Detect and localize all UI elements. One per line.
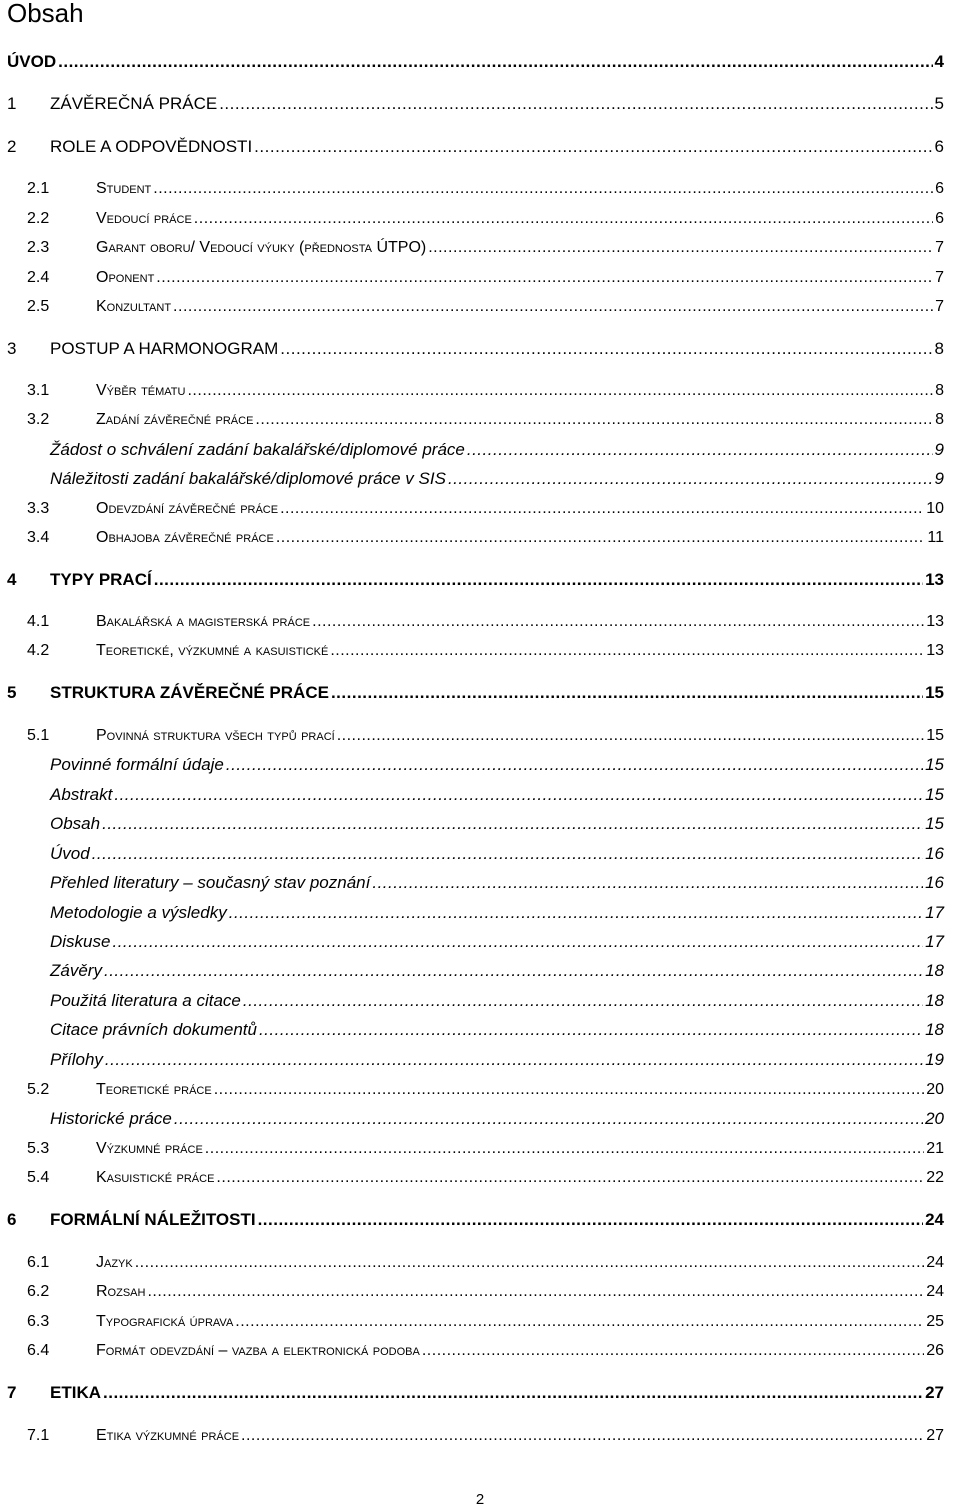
toc-entry-line xyxy=(96,265,944,291)
toc-entry-number: 6.3 xyxy=(27,1313,50,1330)
toc-entry-title[interactable]: Výběr tématu xyxy=(96,382,186,399)
toc-entry-line xyxy=(50,437,944,463)
toc-entry-page: 6 xyxy=(935,180,944,197)
toc-entry[interactable] xyxy=(0,496,960,522)
toc-entry-title[interactable]: STRUKTURA ZÁVĚREČNÉ PRÁCE xyxy=(50,683,329,702)
toc-entry[interactable] xyxy=(0,525,960,551)
toc-entry-line xyxy=(96,294,944,320)
dot-leader xyxy=(235,1309,924,1335)
toc-entry-line xyxy=(50,752,944,778)
toc-entry-number: 7 xyxy=(7,1383,17,1402)
toc-entry-page: 24 xyxy=(925,1210,944,1229)
toc-entry-title[interactable]: Vedoucí práce xyxy=(96,210,192,227)
toc-entry-line xyxy=(50,1380,944,1406)
toc-entry-title[interactable]: Citace právních dokumentů xyxy=(50,1020,257,1039)
toc-entry-title[interactable]: Student xyxy=(96,180,152,197)
toc-entry-title[interactable]: Přehled literatury – současný stav poznání xyxy=(50,873,371,892)
toc-entry-line xyxy=(50,1207,944,1233)
toc-entry-number: 6.2 xyxy=(27,1283,50,1300)
toc-entry-title[interactable]: Rozsah xyxy=(96,1283,146,1300)
toc-entry-line xyxy=(96,1309,944,1335)
toc-entry[interactable] xyxy=(0,1338,960,1364)
toc-entry-page: 24 xyxy=(926,1283,944,1300)
toc-entry-line xyxy=(50,134,944,160)
toc-entry-number: 2.4 xyxy=(27,269,50,286)
toc-entry[interactable] xyxy=(0,1017,960,1043)
toc-entry-number: 5.1 xyxy=(27,727,50,744)
toc-entry-line xyxy=(96,525,944,551)
toc-entry-line xyxy=(96,407,944,433)
toc-entry-line xyxy=(96,1250,944,1276)
toc-entry-title[interactable]: Náležitosti zadání bakalářské/diplomové práce v SIS xyxy=(50,469,446,488)
dot-leader xyxy=(135,1250,924,1276)
toc-entry-number: 4.1 xyxy=(27,613,50,630)
toc-entry-number: 2.1 xyxy=(27,180,50,197)
toc-entry-page: 19 xyxy=(925,1050,944,1069)
toc-entry-line xyxy=(96,1165,944,1191)
toc-entry-page: 20 xyxy=(925,1109,944,1128)
toc-entry-number: 4.2 xyxy=(27,642,50,659)
dot-leader xyxy=(241,1423,924,1449)
toc-entry-line xyxy=(50,336,944,362)
toc-entry-page: 8 xyxy=(935,411,944,428)
toc-entry-page: 24 xyxy=(926,1254,944,1271)
toc-entry[interactable] xyxy=(0,782,960,808)
toc-entry-page: 8 xyxy=(934,339,944,358)
toc-entry[interactable] xyxy=(0,1136,960,1162)
toc-entry-number: 1 xyxy=(7,94,17,113)
toc-entry-line xyxy=(96,609,944,635)
toc-entry-title[interactable]: Typografická úprava xyxy=(96,1313,234,1330)
toc-entry[interactable] xyxy=(0,1077,960,1103)
toc-entry-page: 6 xyxy=(935,210,944,227)
dot-leader xyxy=(103,1380,923,1406)
toc-entry-title[interactable]: Formát odevzdání – vazba a elektronická podoba xyxy=(96,1342,420,1359)
toc-entry-title[interactable]: ÚVOD xyxy=(7,52,57,71)
toc-entry-page: 13 xyxy=(925,570,944,589)
dot-leader xyxy=(372,870,923,896)
toc-entry-title[interactable]: Etika výzkumné práce xyxy=(96,1427,240,1444)
toc-entry-number: 2.5 xyxy=(27,298,50,315)
toc-entry-title[interactable]: Historické práce xyxy=(50,1109,172,1128)
toc-entry-line xyxy=(50,900,944,926)
dot-leader xyxy=(205,1136,924,1162)
toc-entry-page: 18 xyxy=(925,1020,944,1039)
toc-entry[interactable] xyxy=(0,1309,960,1335)
dot-leader xyxy=(219,91,932,117)
toc-entry[interactable] xyxy=(0,1165,960,1191)
toc-entry[interactable] xyxy=(0,841,960,867)
toc-entry-number: 4 xyxy=(7,570,17,589)
toc-entry-title[interactable]: Kasuistické práce xyxy=(96,1169,215,1186)
toc-entry-page: 15 xyxy=(925,683,944,702)
toc-entry[interactable] xyxy=(0,723,960,749)
toc-entry-page: 9 xyxy=(934,469,944,488)
dot-leader xyxy=(428,235,933,261)
toc-entry-number: 5.4 xyxy=(27,1169,50,1186)
page-title: Obsah xyxy=(7,0,84,28)
toc-entry[interactable] xyxy=(0,1380,960,1406)
toc-entry-page: 13 xyxy=(926,642,944,659)
dot-leader xyxy=(153,176,933,202)
dot-leader xyxy=(226,752,923,778)
dot-leader xyxy=(276,525,926,551)
toc-entry[interactable] xyxy=(0,235,960,261)
toc-entry-title[interactable]: Konzultant xyxy=(96,298,172,315)
toc-entry-number: 5.2 xyxy=(27,1081,50,1098)
toc-entry-number: 5.3 xyxy=(27,1140,50,1157)
dot-leader xyxy=(92,841,923,867)
toc-entry-page: 26 xyxy=(926,1342,944,1359)
toc-entry-line xyxy=(50,782,944,808)
toc-entry[interactable] xyxy=(0,958,960,984)
dot-leader xyxy=(258,1207,924,1233)
toc-entry-title[interactable]: Abstrakt xyxy=(50,785,113,804)
toc-entry[interactable] xyxy=(0,437,960,463)
toc-entry-page: 27 xyxy=(926,1427,944,1444)
toc-entry-title[interactable]: Bakalářská a magisterská práce xyxy=(96,613,311,630)
toc-entry[interactable] xyxy=(0,752,960,778)
toc-entry-page: 16 xyxy=(925,844,944,863)
toc-entry-title[interactable]: POSTUP A HARMONOGRAM xyxy=(50,339,279,358)
toc-entry-title[interactable]: Oponent xyxy=(96,269,155,286)
dot-leader xyxy=(259,1017,923,1043)
toc-entry-line xyxy=(50,870,944,896)
dot-leader xyxy=(229,900,923,926)
toc-entry-line xyxy=(50,680,944,706)
toc-entry[interactable] xyxy=(0,466,960,492)
toc-entry-title[interactable]: Diskuse xyxy=(50,932,111,951)
toc-entry-page: 17 xyxy=(925,932,944,951)
toc-entry-title[interactable]: Přílohy xyxy=(50,1050,103,1069)
toc-entry-title[interactable]: Závěry xyxy=(50,961,102,980)
toc-entry-line xyxy=(50,988,944,1014)
toc-entry-line xyxy=(96,206,944,232)
toc-entry[interactable] xyxy=(0,134,960,160)
toc-entry-number: 6.1 xyxy=(27,1254,50,1271)
toc-entry-title[interactable]: Povinná struktura všech typů prací xyxy=(96,727,335,744)
toc-entry-title[interactable]: Použitá literatura a citace xyxy=(50,991,241,1010)
toc-entry-page: 6 xyxy=(934,137,944,156)
toc-entry-page: 7 xyxy=(935,239,944,256)
toc-entry-number: 5 xyxy=(7,683,17,702)
toc-entry-page: 15 xyxy=(925,755,944,774)
toc-entry[interactable] xyxy=(0,378,960,404)
dot-leader xyxy=(280,496,924,522)
toc-entry-title[interactable]: Obsah xyxy=(50,814,101,833)
toc-entry-number: 6 xyxy=(7,1210,17,1229)
dot-leader xyxy=(173,294,933,320)
toc-entry-title[interactable]: TYPY PRACÍ xyxy=(50,570,152,589)
toc-entry[interactable] xyxy=(0,294,960,320)
dot-leader xyxy=(254,134,932,160)
toc-entry-title[interactable]: Teoretické práce xyxy=(96,1081,212,1098)
dot-leader xyxy=(104,958,923,984)
toc-entry-page: 21 xyxy=(926,1140,944,1157)
toc-entry-line xyxy=(50,841,944,867)
toc-entry[interactable] xyxy=(0,870,960,896)
toc-entry-page: 7 xyxy=(935,298,944,315)
toc-entry[interactable] xyxy=(0,265,960,291)
toc-entry-page: 15 xyxy=(926,727,944,744)
toc-entry-title[interactable]: Povinné formální údaje xyxy=(50,755,224,774)
toc-entry-page: 15 xyxy=(925,814,944,833)
toc-entry[interactable] xyxy=(0,638,960,664)
toc-entry[interactable] xyxy=(0,1106,960,1132)
toc-entry-number: 6.4 xyxy=(27,1342,50,1359)
toc-entry-page: 13 xyxy=(926,613,944,630)
toc-entry-title[interactable]: Žádost o schválení zadání bakalářské/diplomové práce xyxy=(50,440,465,459)
toc-entry-number: 3 xyxy=(7,339,17,358)
toc-entry-number: 2.2 xyxy=(27,210,50,227)
dot-leader xyxy=(448,466,933,492)
dot-leader xyxy=(467,437,933,463)
toc-entry-page: 18 xyxy=(925,961,944,980)
toc-entry-line xyxy=(96,1136,944,1162)
dot-leader xyxy=(216,1165,924,1191)
dot-leader xyxy=(187,378,933,404)
toc-entry-number: 2.3 xyxy=(27,239,50,256)
toc-entry-title[interactable]: Úvod xyxy=(50,844,90,863)
dot-leader xyxy=(58,49,932,75)
toc-entry-line xyxy=(96,1279,944,1305)
toc-entry-line xyxy=(7,49,944,75)
dot-leader xyxy=(156,265,933,291)
toc-entry-line xyxy=(50,1017,944,1043)
toc-entry-title[interactable]: Výzkumné práce xyxy=(96,1140,203,1157)
toc-entry-title[interactable]: ROLE A ODPOVĚDNOSTI xyxy=(50,137,253,156)
toc-entry[interactable] xyxy=(0,680,960,706)
dot-leader xyxy=(243,988,923,1014)
toc-entry-line xyxy=(96,1423,944,1449)
toc-entry-title[interactable]: ZÁVĚREČNÁ PRÁCE xyxy=(50,94,218,113)
toc-entry-line xyxy=(96,496,944,522)
toc-entry-line xyxy=(50,1047,944,1073)
toc-entry-number: 3.1 xyxy=(27,382,50,399)
toc-entry[interactable] xyxy=(0,1279,960,1305)
toc-entry-line xyxy=(50,929,944,955)
toc-entry[interactable] xyxy=(0,988,960,1014)
toc-entry[interactable] xyxy=(0,407,960,433)
dot-leader xyxy=(147,1279,924,1305)
toc-entry[interactable] xyxy=(0,609,960,635)
toc-entry-page: 8 xyxy=(935,382,944,399)
dot-leader xyxy=(105,1047,923,1073)
toc-entry[interactable] xyxy=(0,1047,960,1073)
toc-entry-page: 17 xyxy=(925,903,944,922)
toc-entry-line xyxy=(96,235,944,261)
toc-entry-line xyxy=(50,91,944,117)
dot-leader xyxy=(337,723,924,749)
toc-entry[interactable] xyxy=(0,811,960,837)
toc-entry-line xyxy=(50,567,944,593)
toc-entry-page: 4 xyxy=(934,52,944,71)
dot-leader xyxy=(312,609,924,635)
toc-entry[interactable] xyxy=(0,900,960,926)
page-number: 2 xyxy=(475,1491,485,1508)
toc-entry-number: 3.3 xyxy=(27,500,50,517)
toc-entry-page: 22 xyxy=(926,1169,944,1186)
dot-leader xyxy=(280,336,932,362)
toc-entry-number: 2 xyxy=(7,137,17,156)
toc-entry-line xyxy=(96,378,944,404)
toc-entry-page: 27 xyxy=(925,1383,944,1402)
toc-entry-title[interactable]: Odevzdání závěrečné práce xyxy=(96,500,279,517)
toc-entry-title[interactable]: Teoretické, výzkumné a kasuistické xyxy=(96,642,329,659)
toc-entry-title[interactable]: ETIKA xyxy=(50,1383,101,1402)
toc-entry-page: 5 xyxy=(934,94,944,113)
toc-entry-title[interactable]: FORMÁLNÍ NÁLEŽITOSTI xyxy=(50,1210,256,1229)
toc-entry-line xyxy=(50,811,944,837)
toc-entry-title[interactable]: Garant oboru/ Vedoucí výuky (přednosta ÚTPO) xyxy=(96,239,427,256)
toc-entry[interactable] xyxy=(0,929,960,955)
toc-entry-title[interactable]: Obhajoba závěrečné práce xyxy=(96,529,274,546)
toc-entry-line xyxy=(96,1077,944,1103)
toc-entry[interactable] xyxy=(0,176,960,202)
dot-leader xyxy=(331,680,923,706)
dot-leader xyxy=(102,811,923,837)
toc-entry-title[interactable]: Jazyk xyxy=(96,1254,133,1271)
dot-leader xyxy=(330,638,924,664)
toc-entry-line xyxy=(96,723,944,749)
toc-entry-number: 3.2 xyxy=(27,411,50,428)
toc-entry[interactable] xyxy=(0,567,960,593)
toc-entry-number: 7.1 xyxy=(27,1427,50,1444)
toc-entry-line xyxy=(50,466,944,492)
toc-entry-page: 9 xyxy=(934,440,944,459)
toc-entry-page: 10 xyxy=(926,500,944,517)
toc-entry-page: 15 xyxy=(925,785,944,804)
toc-entry-page: 7 xyxy=(935,269,944,286)
toc-entry[interactable] xyxy=(0,206,960,232)
toc-entry-line xyxy=(96,1338,944,1364)
toc-entry-page: 25 xyxy=(926,1313,944,1330)
toc-entry-page: 11 xyxy=(927,529,944,546)
toc-entry-line xyxy=(96,176,944,202)
toc-entry[interactable] xyxy=(0,91,960,117)
toc-entry[interactable] xyxy=(0,1250,960,1276)
dot-leader xyxy=(214,1077,925,1103)
toc-entry-line xyxy=(96,638,944,664)
dot-leader xyxy=(154,567,923,593)
toc-entry-title[interactable]: Zadání závěrečné práce xyxy=(96,411,254,428)
toc-entry[interactable] xyxy=(0,49,960,75)
toc-entry-page: 16 xyxy=(925,873,944,892)
toc-entry[interactable] xyxy=(0,1423,960,1449)
dot-leader xyxy=(194,206,933,232)
toc-entry[interactable] xyxy=(0,336,960,362)
dot-leader xyxy=(114,782,923,808)
toc-entry[interactable] xyxy=(0,1207,960,1233)
toc-entry-page: 18 xyxy=(925,991,944,1010)
dot-leader xyxy=(112,929,923,955)
dot-leader xyxy=(422,1338,924,1364)
dot-leader xyxy=(174,1106,923,1132)
toc-entry-title[interactable]: Metodologie a výsledky xyxy=(50,903,227,922)
toc-entry-number: 3.4 xyxy=(27,529,50,546)
toc-entry-line xyxy=(50,958,944,984)
toc-entry-page: 20 xyxy=(926,1081,944,1098)
dot-leader xyxy=(255,407,933,433)
toc-entry-line xyxy=(50,1106,944,1132)
